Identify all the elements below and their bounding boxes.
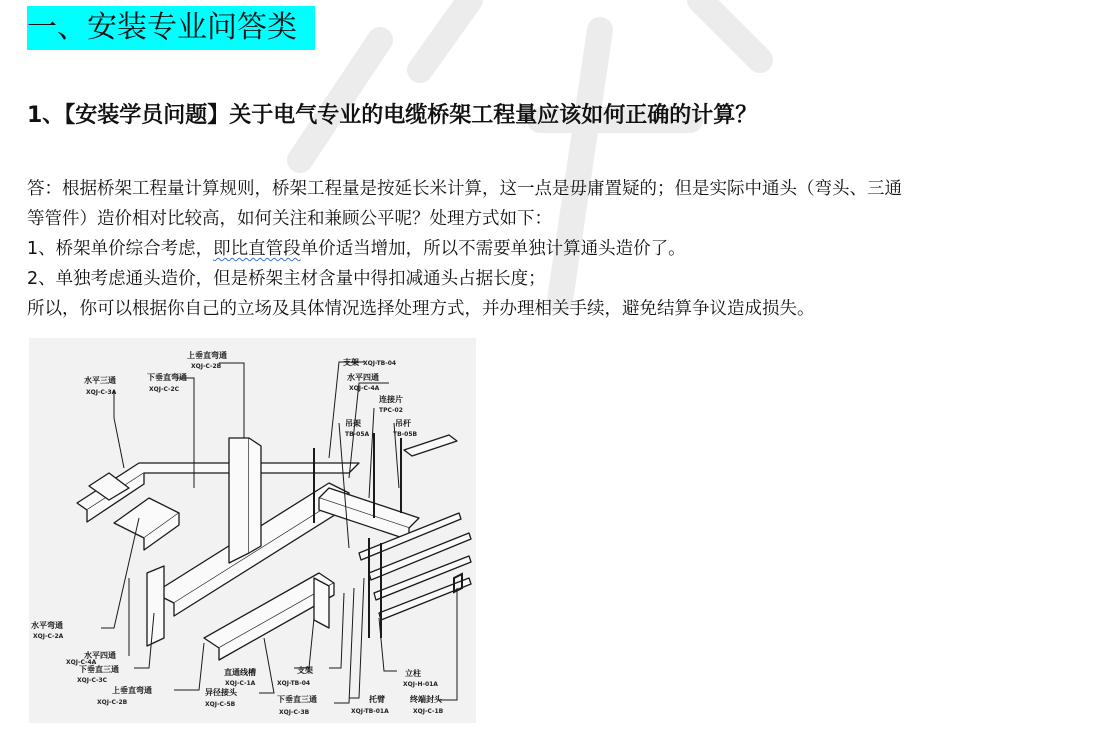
- label-horizontal-cross-bottom: 水平四通: [84, 651, 116, 660]
- code-reducer: XQJ-C-5B: [205, 701, 236, 708]
- label-support-top: 支架: [343, 358, 359, 367]
- answer-line-1: 答：根据桥架工程量计算规则，桥架工程量是按延长米计算，这一点是毋庸置疑的；但是实际中通头（弯头、三通: [27, 179, 902, 199]
- label-horizontal-cross-top: 水平四通: [347, 373, 379, 382]
- code-horizontal-tee: XQJ-C-3A: [86, 389, 117, 396]
- code-hanger-rod: TB-05B: [393, 431, 418, 438]
- answer-line-3-prefix: 1、桥架单价综合考虑，: [27, 239, 214, 259]
- code-horizontal-cross-bottom: XQJ-C-4A: [66, 659, 97, 666]
- answer-text: [27, 174, 1077, 324]
- code-horizontal-cross-top: XQJ-C-4A: [349, 385, 380, 392]
- code-upper-vertical-bend: XQJ-C-2B: [191, 363, 222, 370]
- code-lower-vertical-bend: XQJ-C-2C: [149, 386, 180, 393]
- label-straight-tray: 直通线槽: [224, 668, 256, 677]
- answer-line-3-suffix: 单价适当增加，所以不需要单独计算通头造价了。: [300, 239, 686, 259]
- label-support-bottom: 支架: [297, 666, 313, 675]
- cable-tray-diagram: [29, 338, 476, 723]
- answer-line-4: 2、单独考虑通头造价，但是桥架主材含量中得扣减通头占据长度；: [27, 269, 546, 289]
- code-connector: TPC-02: [379, 407, 403, 414]
- code-hanger: TB-05A: [345, 431, 370, 438]
- label-column: 立柱: [405, 669, 421, 678]
- label-hanger: 吊架: [345, 419, 361, 428]
- label-horizontal-bend: 水平弯通: [31, 621, 63, 630]
- label-lower-vertical-tee-bottom: 下垂直三通: [277, 695, 317, 704]
- section-title: 一、安装专业问答类: [27, 6, 315, 50]
- code-bracket-arm: XQJ-TB-01A: [351, 708, 389, 715]
- label-connector: 连接片: [379, 395, 403, 404]
- code-upper-vertical-bend-bottom: XQJ-C-2B: [97, 699, 128, 706]
- label-lower-vertical-bend: 下垂直弯通: [147, 373, 187, 382]
- label-hanger-rod: 吊杆: [395, 419, 411, 428]
- code-straight-tray: XQJ-C-1A: [225, 680, 256, 687]
- code-horizontal-bend: XQJ-C-2A: [33, 633, 64, 640]
- code-support-top: XQJ-TB-04: [363, 360, 397, 367]
- code-lower-vertical-tee-left: XQJ-C-3C: [77, 677, 108, 684]
- label-reducer: 异径接头: [205, 688, 237, 697]
- label-lower-vertical-tee-left: 下垂直三通: [79, 665, 119, 674]
- label-upper-vertical-bend: 上垂直弯通: [187, 351, 227, 360]
- label-upper-vertical-bend-bottom: 上垂直弯通: [112, 686, 152, 695]
- question-heading: 1、【安装学员问题】关于电气专业的电缆桥架工程量应该如何正确的计算？: [27, 103, 758, 128]
- code-column: XQJ-H-01A: [403, 681, 438, 688]
- answer-line-5: 所以，你可以根据你自己的立场及具体情况选择处理方式，并办理相关手续，避免结算争议造成损失。: [27, 299, 815, 319]
- code-support-bottom: XQJ-TB-04: [277, 680, 311, 687]
- code-lower-vertical-tee-bottom: XQJ-C-3B: [279, 709, 310, 716]
- code-end-cap: XQJ-C-1B: [413, 708, 444, 715]
- spellcheck-marked-text: 即比直管段: [213, 239, 301, 259]
- label-horizontal-tee: 水平三通: [84, 376, 116, 385]
- label-bracket-arm: 托臂: [369, 695, 385, 704]
- answer-line-3: [27, 234, 1077, 264]
- answer-line-2: 等管件）造价相对比较高，如何关注和兼顾公平呢？处理方式如下：: [27, 209, 552, 229]
- label-end-cap: 终端封头: [410, 695, 442, 704]
- cable-tray-drawing: [29, 338, 476, 723]
